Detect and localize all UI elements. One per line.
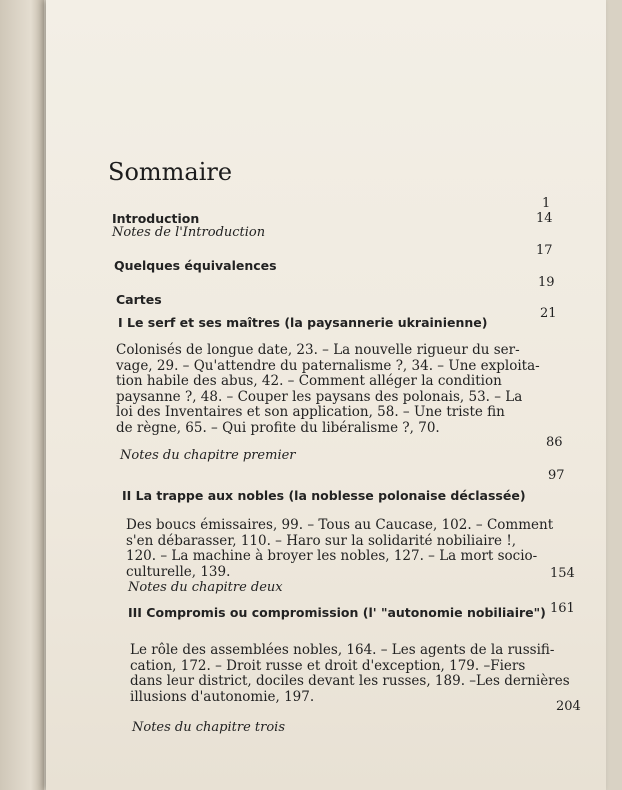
- summary-line: paysanne ?, 48. – Couper les paysans des polonais, 53. – La: [116, 388, 523, 405]
- page-number: 17: [536, 243, 553, 258]
- chapter2-summary: [126, 518, 581, 580]
- page-number: 97: [548, 468, 565, 483]
- chapter1-summary: [116, 343, 571, 436]
- summary-line: Des boucs émissaires, 99. – Tous au Caucase, 102. – Comment: [126, 517, 554, 533]
- page-title: Sommaire: [108, 158, 233, 186]
- page-number: 19: [538, 275, 555, 290]
- page-number: 21: [540, 306, 557, 321]
- chapter2-heading: II La trappe aux nobles (la noblesse polonaise déclassée): [122, 488, 526, 503]
- intro-notes: Notes de l'Introduction: [112, 225, 266, 240]
- page-number: 154: [550, 566, 575, 581]
- chapter3-heading: III Compromis ou compromission (l' "autonomie nobiliaire"): [128, 605, 546, 620]
- summary-line: Colonisés de longue date, 23. – La nouvelle rigueur du ser-: [116, 342, 520, 358]
- chapter1-notes: Notes du chapitre premier: [120, 448, 296, 463]
- chapter1-heading: I Le serf et ses maîtres (la paysannerie ukrainienne): [118, 315, 488, 330]
- summary-line: culturelle, 139.: [126, 563, 231, 580]
- equivalences-heading: Quelques équivalences: [114, 258, 277, 273]
- summary-line: loi des Inventaires et son application, 58. – Une triste fin: [116, 404, 505, 420]
- summary-line: cation, 172. – Droit russe et droit d'exception, 179. –Fiers: [130, 657, 526, 674]
- page-number: 86: [546, 435, 563, 450]
- summary-line: de règne, 65. – Qui profite du libéralisme ?, 70.: [116, 419, 440, 436]
- chapter2-notes: Notes du chapitre deux: [128, 580, 283, 595]
- summary-line: 120. – La machine à broyer les nobles, 127. – La mort socio-: [126, 548, 538, 564]
- page-number: 161: [550, 601, 575, 616]
- chapter3-summary: [130, 643, 588, 705]
- page-number: 204: [556, 699, 581, 714]
- summary-line: tion habile des abus, 42. – Comment alléger la condition: [116, 373, 502, 389]
- summary-line: Le rôle des assemblées nobles, 164. – Les agents de la russifi-: [130, 642, 555, 658]
- page-number: 14: [536, 211, 553, 226]
- cartes-heading: Cartes: [116, 292, 162, 307]
- chapter3-notes: Notes du chapitre trois: [132, 720, 285, 735]
- table-of-contents: [108, 0, 588, 790]
- summary-line: vage, 29. – Qu'attendre du paternalisme ?, 34. – Une exploita-: [116, 357, 540, 374]
- intro-heading: Introduction: [112, 211, 200, 226]
- summary-line: s'en débarasser, 110. – Haro sur la solidarité nobiliaire !,: [126, 532, 517, 549]
- facing-page-edge: [0, 0, 44, 790]
- summary-line: illusions d'autonomie, 197.: [130, 688, 315, 705]
- book-page: [46, 0, 606, 790]
- summary-line: dans leur district, dociles devant les russes, 189. –Les dernières: [130, 673, 570, 689]
- page-number: 1: [542, 196, 551, 211]
